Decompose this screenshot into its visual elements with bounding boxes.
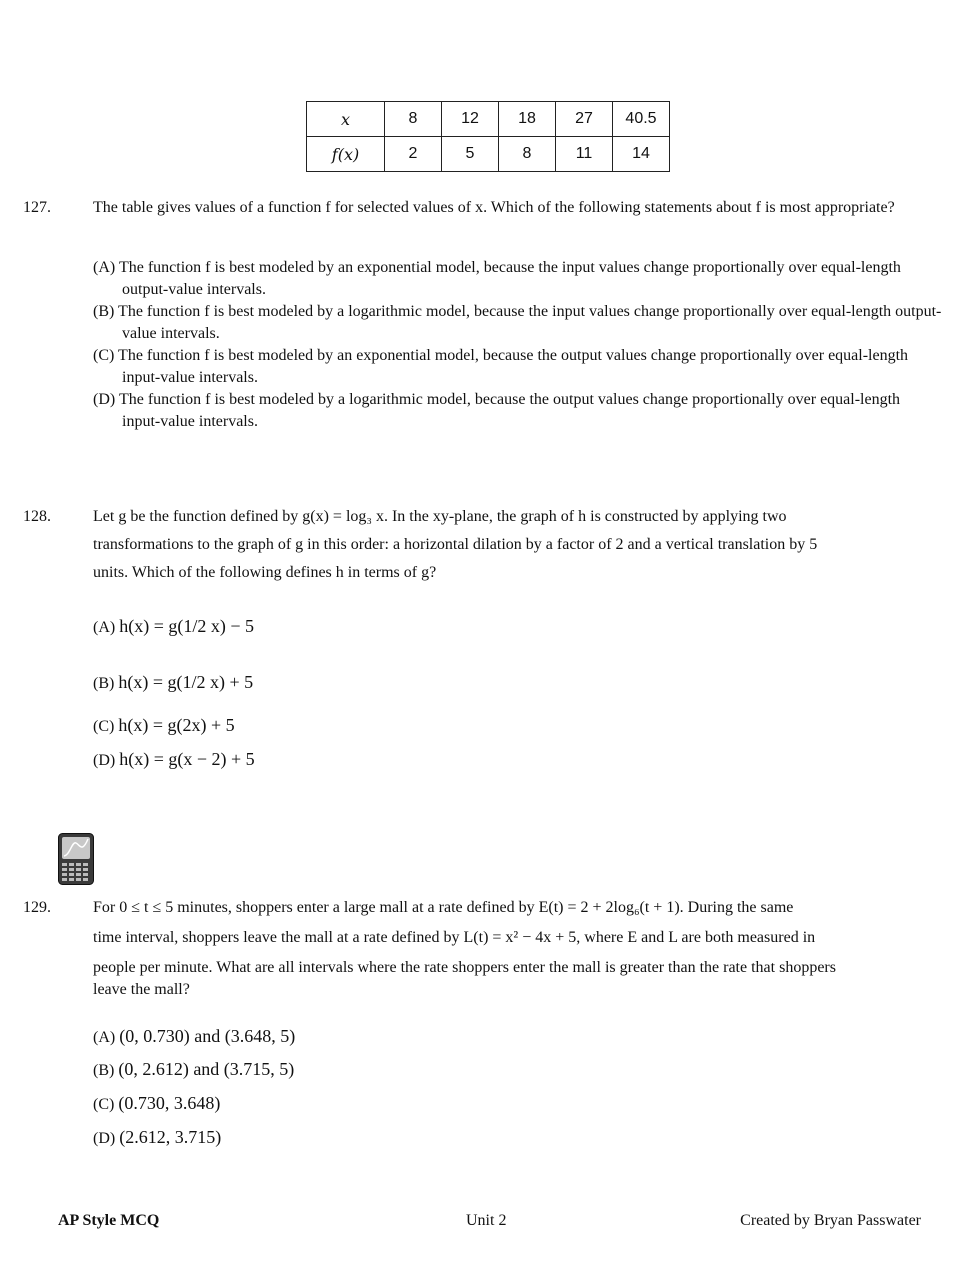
question-stem-line: units. Which of the following defines h in terms of g?	[93, 564, 437, 581]
table-cell: 12	[442, 102, 499, 137]
table-cell: 18	[499, 102, 556, 137]
question-stem-line: people per minute. What are all intervals where the rate shoppers enter the mall is greater than the rate that shoppers	[93, 959, 836, 976]
question-128	[23, 503, 918, 587]
table-row	[307, 102, 670, 137]
table-row	[307, 137, 670, 172]
values-table	[306, 101, 670, 172]
choice-127-c[interactable]: (C) The function f is best modeled by an exponential model, because the output values change proportionally over equal-length input-value intervals.	[93, 347, 909, 386]
question-stem-line: time interval, shoppers leave the mall at a rate defined by L(t) = x² − 4x + 5, where E and L are both measured in	[93, 929, 816, 946]
table-cell: 2	[385, 137, 442, 172]
question-stem-line: For 0 ≤ t ≤ 5 minutes, shoppers enter a large mall at a rate defined by E(t) = 2 + 2log₆(t + 1). During the same	[93, 899, 794, 916]
choice-129-a[interactable]: (A) (0, 0.730) and (3.648, 5)	[93, 1026, 296, 1046]
question-127	[23, 197, 918, 219]
table-cell: 27	[556, 102, 613, 137]
question-number: 129.	[23, 899, 51, 916]
fx-header: f(x)	[307, 137, 385, 172]
question-stem-line: transformations to the graph of g in this order: a horizontal dilation by a factor of 2 and a vertical translation by 5	[93, 536, 818, 553]
choice-127-b[interactable]: (B) The function f is best modeled by a logarithmic model, because the input values change proportionally over equal-length output-value intervals.	[93, 303, 942, 342]
graphing-calculator-icon	[58, 833, 94, 885]
choice-129-d[interactable]: (D) (2.612, 3.715)	[93, 1127, 222, 1147]
question-stem: The table gives values of a function f for selected values of x. Which of the following statements about f is most appropriate?	[93, 199, 895, 216]
question-number: 128.	[23, 508, 51, 525]
choice-127-d[interactable]: (D) The function f is best modeled by a logarithmic model, because the output values change proportionally over equal-length input-value intervals.	[93, 391, 901, 430]
table-cell: 40.5	[613, 102, 670, 137]
footer-center: Unit 2	[466, 1212, 507, 1229]
table-cell: 11	[556, 137, 613, 172]
footer-right: Created by Bryan Passwater	[740, 1212, 921, 1229]
question-129	[23, 893, 918, 1001]
choice-128-a[interactable]: (A) h(x) = g(1/2 x) − 5	[93, 616, 254, 636]
x-header: x	[307, 102, 385, 137]
choice-128-b[interactable]: (B) h(x) = g(1/2 x) + 5	[93, 672, 254, 692]
footer-left: AP Style MCQ	[58, 1212, 160, 1229]
question-stem-line: leave the mall?	[93, 981, 190, 998]
choice-129-c[interactable]: (C) (0.730, 3.648)	[93, 1093, 221, 1113]
choice-128-c[interactable]: (C) h(x) = g(2x) + 5	[93, 715, 235, 735]
table-cell: 8	[499, 137, 556, 172]
table-cell: 5	[442, 137, 499, 172]
choice-128-d[interactable]: (D) h(x) = g(x − 2) + 5	[93, 749, 255, 769]
choice-129-b[interactable]: (B) (0, 2.612) and (3.715, 5)	[93, 1059, 295, 1079]
question-number: 127.	[23, 199, 51, 216]
choice-127-a[interactable]: (A) The function f is best modeled by an exponential model, because the input values change proportionally over equal-length output-value intervals.	[93, 259, 901, 298]
table-cell: 8	[385, 102, 442, 137]
question-stem-line: Let g be the function defined by g(x) = log₃ x. In the xy-plane, the graph of h is constructed by applying two	[93, 508, 787, 525]
table-cell: 14	[613, 137, 670, 172]
